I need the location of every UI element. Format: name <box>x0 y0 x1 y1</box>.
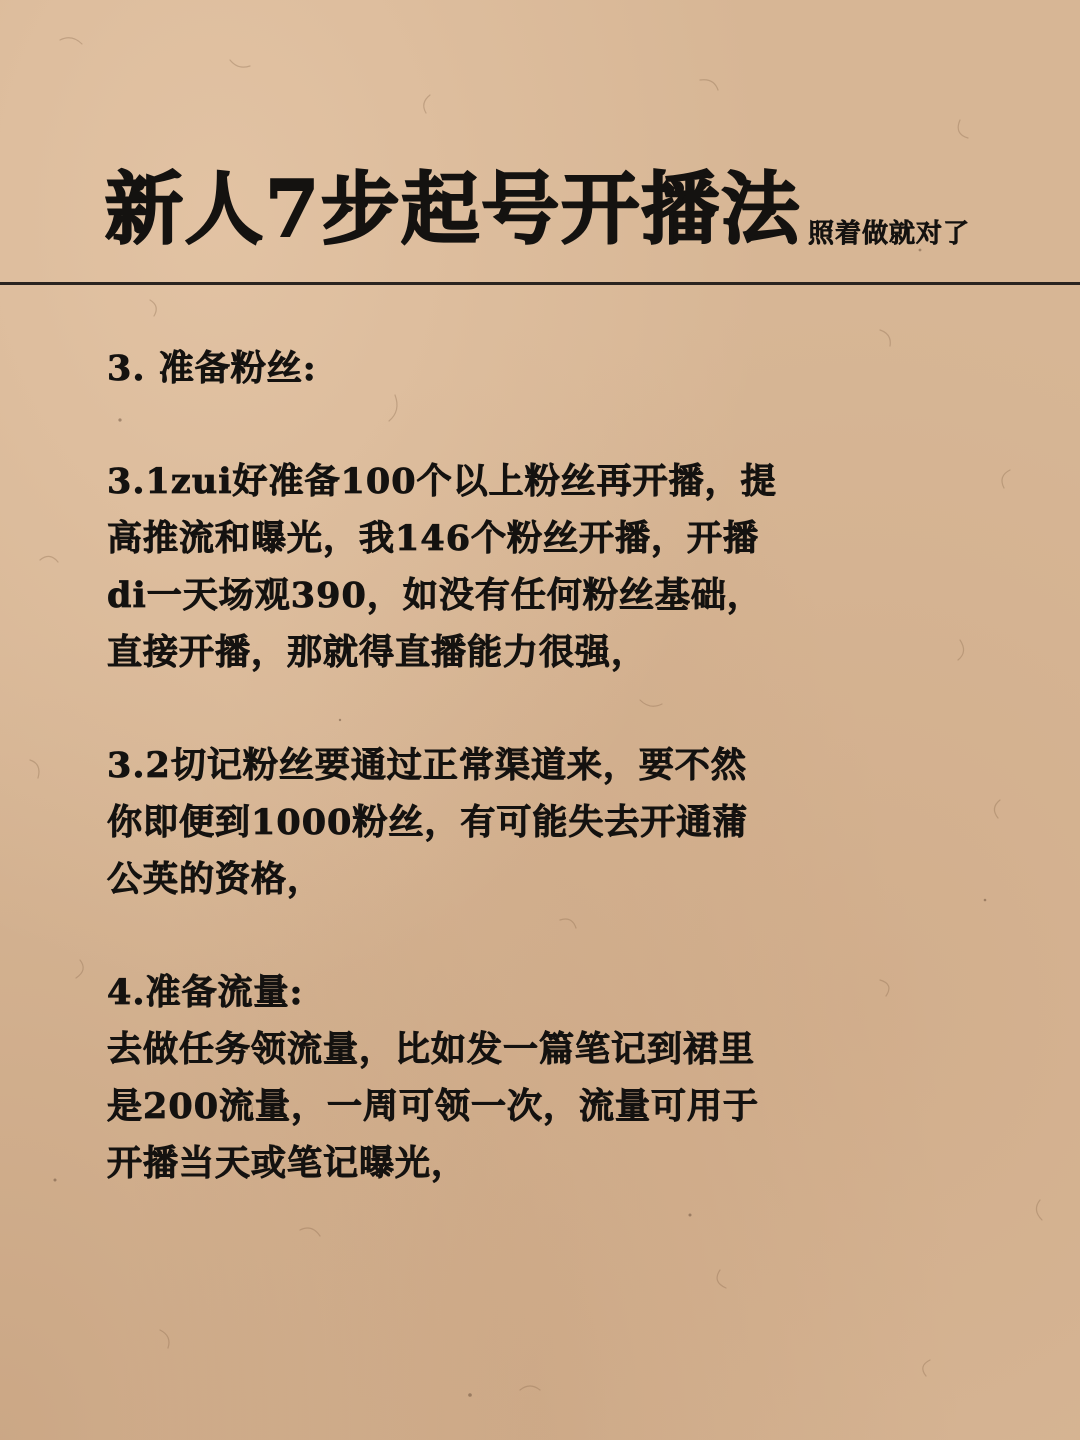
text-line: 3. 准备粉丝: <box>107 348 317 389</box>
paragraph-3-2 <box>107 737 837 908</box>
text-line: 开播当天或笔记曝光， <box>107 1143 468 1184</box>
page-subtitle: 照着做就对了 <box>808 219 971 249</box>
text-line: 公英的资格， <box>107 859 324 900</box>
text-line: di一天场观390，如没有任何粉丝基础， <box>107 575 763 616</box>
page-title: 新人7步起号开播法 <box>105 164 802 255</box>
paragraph-spacer <box>107 681 837 737</box>
article-body <box>107 340 837 1192</box>
text-line: 去做任务领流量，比如发一篇笔记到裙里 <box>107 1029 756 1070</box>
text-line: 你即便到1000粉丝，有可能失去开通蒲 <box>107 802 749 843</box>
section-heading-prepare-fans <box>107 340 837 397</box>
text-line: 3.2切记粉丝要通过正常渠道来，要不然 <box>107 745 747 786</box>
section-heading-prepare-traffic: 4.准备流量: <box>107 972 304 1013</box>
paragraph-4 <box>107 964 837 1192</box>
paragraph-spacer <box>107 397 837 453</box>
header <box>0 0 1080 284</box>
text-line: 直接开播，那就得直播能力很强， <box>107 632 648 673</box>
paragraph-spacer <box>107 908 837 964</box>
text-line: 是200流量，一周可领一次，流量可用于 <box>107 1086 760 1127</box>
header-divider <box>0 282 1080 285</box>
text-line: 高推流和曝光，我146个粉丝开播，开播 <box>107 518 760 559</box>
paragraph-3-1 <box>107 453 837 681</box>
text-line: 3.1zui好准备100个以上粉丝再开播，提 <box>107 461 777 502</box>
